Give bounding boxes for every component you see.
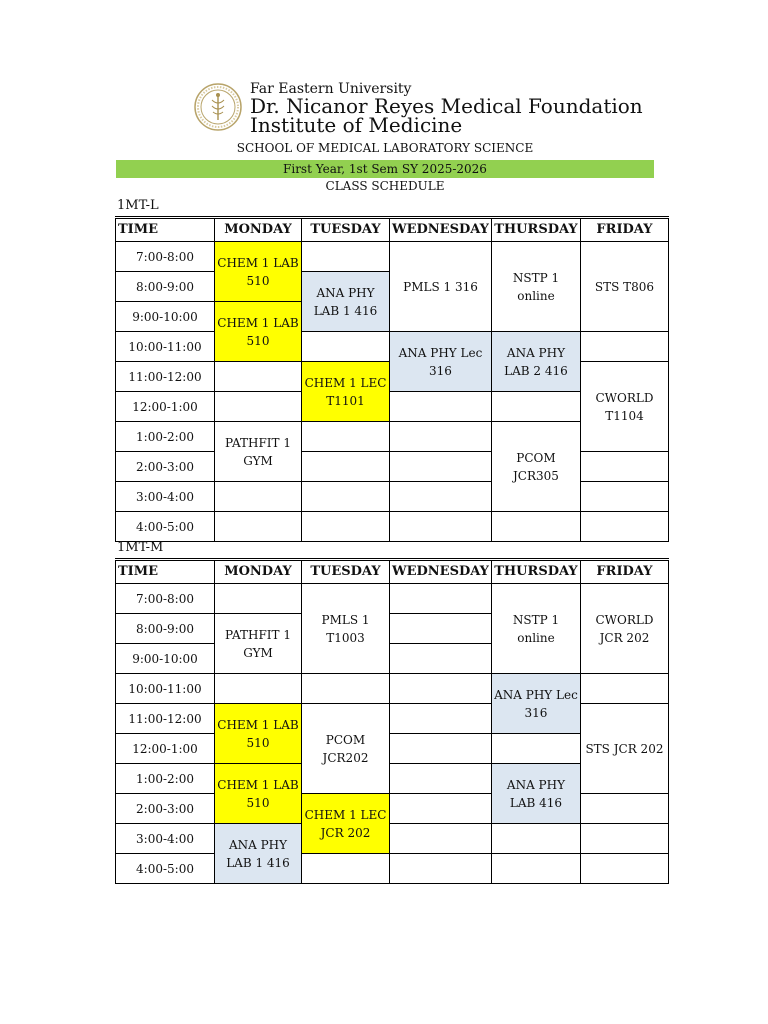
time-slot: 7:00-8:00	[116, 242, 215, 272]
table-row	[116, 512, 669, 542]
letterhead	[193, 80, 643, 137]
class-block: PCOM JCR202	[302, 704, 390, 794]
empty-cell	[390, 734, 492, 764]
empty-cell	[390, 794, 492, 824]
empty-cell	[390, 764, 492, 794]
empty-cell	[491, 392, 580, 422]
empty-cell	[390, 614, 492, 644]
time-slot: 1:00-2:00	[116, 764, 215, 794]
class-block: PATHFIT 1 GYM	[215, 614, 302, 674]
empty-cell	[215, 512, 302, 542]
institute-name: Institute of Medicine	[250, 113, 463, 137]
header-wednesday: WEDNESDAY	[390, 560, 492, 584]
table-header-row	[116, 218, 669, 242]
empty-cell	[390, 644, 492, 674]
header-time: TIME	[116, 560, 215, 584]
header-thursday: THURSDAY	[491, 218, 580, 242]
class-block: CHEM 1 LAB 510	[215, 764, 302, 824]
foundation-name: Dr. Nicanor Reyes Medical Foundation	[250, 94, 643, 118]
table-row	[116, 824, 669, 854]
university-name: Far Eastern University	[250, 81, 412, 97]
class-block: PATHFIT 1 GYM	[215, 422, 302, 482]
table-row	[116, 584, 669, 614]
empty-cell	[390, 392, 492, 422]
empty-cell	[302, 854, 390, 884]
header-tuesday: TUESDAY	[302, 218, 390, 242]
empty-cell	[302, 452, 390, 482]
time-slot: 3:00-4:00	[116, 824, 215, 854]
empty-cell	[302, 512, 390, 542]
empty-cell	[390, 422, 492, 452]
class-block: ANA PHY Lec 316	[390, 332, 492, 392]
empty-cell	[390, 674, 492, 704]
empty-cell	[390, 704, 492, 734]
class-block: STS JCR 202	[580, 704, 668, 794]
time-slot: 3:00-4:00	[116, 482, 215, 512]
empty-cell	[302, 482, 390, 512]
time-slot: 11:00-12:00	[116, 362, 215, 392]
class-block: CHEM 1 LAB 510	[215, 242, 302, 302]
empty-cell	[390, 584, 492, 614]
time-slot: 2:00-3:00	[116, 794, 215, 824]
header-friday: FRIDAY	[580, 560, 668, 584]
header-time: TIME	[116, 218, 215, 242]
empty-cell	[215, 482, 302, 512]
class-block: ANA PHY LAB 1 416	[302, 272, 390, 332]
class-block: CHEM 1 LEC JCR 202	[302, 794, 390, 854]
empty-cell	[390, 824, 492, 854]
schedule-table-1mt-l	[115, 216, 669, 542]
header-monday: MONDAY	[215, 560, 302, 584]
table-row	[116, 332, 669, 362]
empty-cell	[580, 452, 668, 482]
time-slot: 1:00-2:00	[116, 422, 215, 452]
class-block: CHEM 1 LAB 510	[215, 302, 302, 362]
empty-cell	[491, 512, 580, 542]
header-thursday: THURSDAY	[491, 560, 580, 584]
time-slot: 9:00-10:00	[116, 302, 215, 332]
header-tuesday: TUESDAY	[302, 560, 390, 584]
time-slot: 12:00-1:00	[116, 392, 215, 422]
empty-cell	[302, 332, 390, 362]
table-row	[116, 674, 669, 704]
table-row	[116, 482, 669, 512]
empty-cell	[215, 392, 302, 422]
empty-cell	[302, 242, 390, 272]
table-row	[116, 452, 669, 482]
class-block: NSTP 1 online	[491, 242, 580, 332]
empty-cell	[491, 854, 580, 884]
table-row	[116, 242, 669, 272]
header-wednesday: WEDNESDAY	[390, 218, 492, 242]
header-monday: MONDAY	[215, 218, 302, 242]
term-banner: First Year, 1st Sem SY 2025-2026	[116, 160, 654, 178]
class-block: PCOM JCR305	[491, 422, 580, 512]
empty-cell	[580, 332, 668, 362]
empty-cell	[302, 674, 390, 704]
table-row	[116, 794, 669, 824]
table-row	[116, 704, 669, 734]
time-slot: 4:00-5:00	[116, 512, 215, 542]
empty-cell	[390, 512, 492, 542]
time-slot: 12:00-1:00	[116, 734, 215, 764]
time-slot: 4:00-5:00	[116, 854, 215, 884]
section-label-1mt-l: 1MT-L	[117, 198, 159, 213]
class-block: ANA PHY LAB 1 416	[215, 824, 302, 884]
empty-cell	[580, 854, 668, 884]
empty-cell	[580, 824, 668, 854]
class-block: PMLS 1 T1003	[302, 584, 390, 674]
empty-cell	[390, 452, 492, 482]
time-slot: 8:00-9:00	[116, 272, 215, 302]
class-block: CWORLD JCR 202	[580, 584, 668, 674]
time-slot: 10:00-11:00	[116, 674, 215, 704]
empty-cell	[580, 512, 668, 542]
empty-cell	[580, 482, 668, 512]
time-slot: 8:00-9:00	[116, 614, 215, 644]
time-slot: 11:00-12:00	[116, 704, 215, 734]
table-header-row	[116, 560, 669, 584]
schedule-caption: CLASS SCHEDULE	[325, 179, 445, 193]
class-block: NSTP 1 online	[491, 584, 580, 674]
header-friday: FRIDAY	[580, 218, 668, 242]
empty-cell	[390, 482, 492, 512]
class-block: STS T806	[580, 242, 668, 332]
empty-cell	[390, 854, 492, 884]
empty-cell	[302, 422, 390, 452]
class-block: CWORLD T1104	[580, 362, 668, 452]
class-block: ANA PHY Lec 316	[491, 674, 580, 734]
class-block: ANA PHY LAB 2 416	[491, 332, 580, 392]
empty-cell	[580, 674, 668, 704]
empty-cell	[491, 734, 580, 764]
class-block: PMLS 1 316	[390, 242, 492, 332]
empty-cell	[215, 362, 302, 392]
empty-cell	[215, 674, 302, 704]
time-slot: 7:00-8:00	[116, 584, 215, 614]
section-label-1mt-m: 1MT-M	[117, 540, 164, 555]
time-slot: 9:00-10:00	[116, 644, 215, 674]
time-slot: 10:00-11:00	[116, 332, 215, 362]
schedule-table-1mt-m	[115, 558, 669, 884]
school-name: SCHOOL OF MEDICAL LABORATORY SCIENCE	[236, 141, 534, 155]
time-slot: 2:00-3:00	[116, 452, 215, 482]
university-seal-icon	[193, 82, 243, 132]
empty-cell	[580, 794, 668, 824]
table-row	[116, 854, 669, 884]
empty-cell	[491, 824, 580, 854]
class-block: ANA PHY LAB 416	[491, 764, 580, 824]
class-block: CHEM 1 LAB 510	[215, 704, 302, 764]
empty-cell	[215, 584, 302, 614]
class-block: CHEM 1 LEC T1101	[302, 362, 390, 422]
